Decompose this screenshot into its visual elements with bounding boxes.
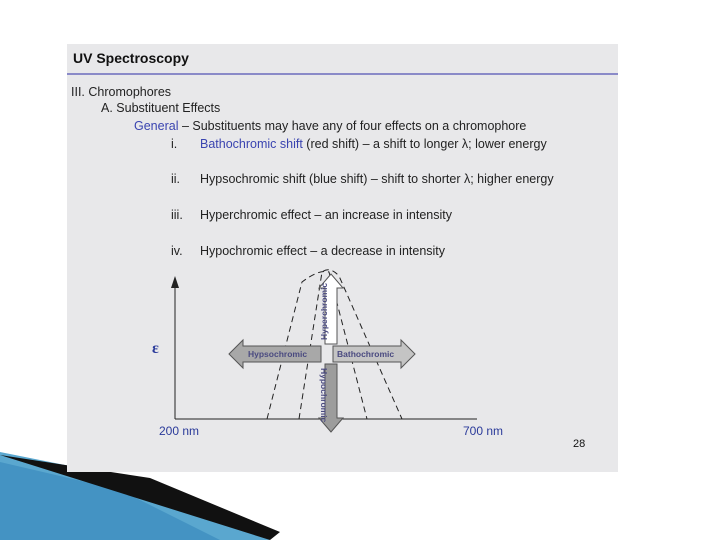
slide-title: UV Spectroscopy <box>73 50 189 66</box>
item-num-2: ii. <box>171 172 181 186</box>
shift-diagram <box>67 44 618 472</box>
y-axis-arrowhead <box>171 276 179 288</box>
x-start-label: 200 nm <box>159 424 200 438</box>
item-num-4: iv. <box>171 244 183 258</box>
outline-subsection: A. Substituent Effects <box>101 101 221 115</box>
outline-section: III. Chromophores <box>71 85 172 99</box>
item-term-1: Bathochromic shift <box>200 137 303 151</box>
item-text-3: Hyperchromic effect – an increase in intensity <box>200 208 452 222</box>
hyperchromic-label: Hyperchromic <box>319 282 329 340</box>
general-text: – Substituents may have any of four effects on a chromophore <box>178 119 527 133</box>
item-rest-1: (red shift) – a shift to longer λ; lower energy <box>302 137 547 151</box>
hypsochromic-label: Hypsochromic <box>248 349 308 359</box>
hypochromic-label: Hypochromic <box>319 368 329 423</box>
item-text-4: Hypochromic effect – a decrease in intensity <box>200 244 446 258</box>
x-end-label: 700 nm <box>463 424 504 438</box>
absorption-band-left <box>267 271 367 419</box>
bathochromic-label: Bathochromic <box>337 349 395 359</box>
absorption-band-right <box>299 270 402 419</box>
slide <box>67 44 618 472</box>
page-number: 28 <box>573 438 586 450</box>
item-num-3: iii. <box>171 208 183 222</box>
general-label: General <box>134 119 179 133</box>
epsilon-label: ε <box>152 340 159 357</box>
item-text-2: Hypsochromic shift (blue shift) – shift to shorter λ; higher energy <box>200 172 554 186</box>
item-num-1: i. <box>171 137 178 151</box>
